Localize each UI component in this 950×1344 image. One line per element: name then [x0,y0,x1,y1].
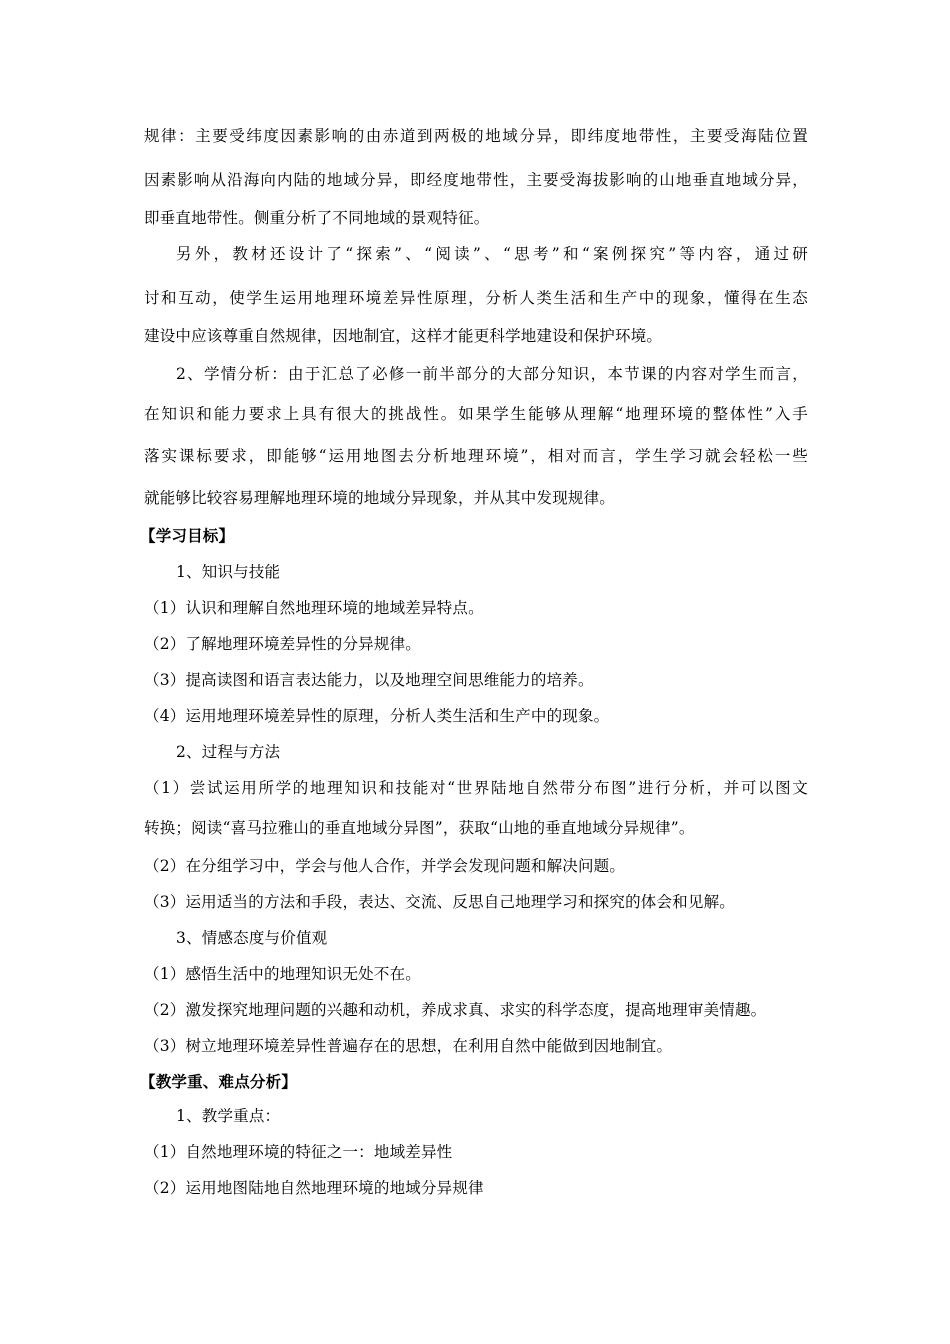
key-points-heading: 【教学重、难点分析】 [140,1072,298,1091]
paragraph-3-line-4: 就能够比较容易理解地理环境的地域分异现象，并从其中发现规律。 [144,489,616,507]
paragraph-2-line-3: 建设中应该尊重自然规律，因地制宜，这样才能更科学地建设和保护环境。 [144,327,663,345]
process-item-3: （3）运用适当的方法和手段，表达、交流、反思自己地理学习和探究的体会和见解。 [144,893,735,911]
attitude-item-2: （2）激发探究地理问题的兴趣和动机，养成求真、求实的科学态度，提高地理审美情趣。 [144,1001,767,1019]
paragraph-2-line-2: 讨和互动，使学生运用地理环境差异性原理，分析人类生活和生产中的现象，懂得在生态 [144,289,808,307]
process-title: 2、过程与方法 [176,743,281,761]
paragraph-3-line-2: 在知识和能力要求上具有很大的挑战性。如果学生能够从理解“地理环境的整体性”入手 [144,405,808,423]
paragraph-2-line-1: 另外，教材还设计了“探索”、“阅读”、“思考”和“案例探究”等内容，通过研 [176,245,808,263]
key-points-title: 1、教学重点： [176,1107,281,1125]
key-point-item-2: （2）运用地图陆地自然地理环境的地域分异规律 [144,1179,484,1197]
attitude-title: 3、情感态度与价值观 [176,929,328,947]
knowledge-title: 1、知识与技能 [176,563,281,581]
paragraph-3-line-3: 落实课标要求，即能够“运用地图去分析地理环境”，相对而言，学生学习就会轻松一些 [144,447,808,465]
knowledge-item-1: （1）认识和理解自然地理环境的地域差异特点。 [144,599,484,617]
paragraph-3-line-1: 2、学情分析：由于汇总了必修一前半部分的大部分知识，本节课的内容对学生而言， [176,365,808,383]
key-point-item-1: （1）自然地理环境的特征之一：地域差异性 [144,1143,453,1161]
knowledge-item-4: （4）运用地理环境差异性的原理，分析人类生活和生产中的现象。 [144,707,610,725]
objectives-heading: 【学习目标】 [140,526,235,545]
attitude-item-3: （3）树立地理环境差异性普遍存在的思想，在利用自然中能做到因地制宜。 [144,1037,673,1055]
paragraph-1-line-3: 即垂直地带性。侧重分析了不同地域的景观特征。 [144,209,490,227]
process-item-1-line-2: 转换；阅读“喜马拉雅山的垂直地域分异图”，获取“山地的垂直地域分异规律”。 [144,819,695,837]
attitude-item-1: （1）感悟生活中的地理知识无处不在。 [144,965,421,983]
paragraph-1-line-2: 因素影响从沿海向内陆的地域分异，即经度地带性，主要受海拔影响的山地垂直地域分异， [144,171,808,189]
process-item-1-line-1: （1）尝试运用所学的地理知识和技能对“世界陆地自然带分布图”进行分析，并可以图文 [144,779,808,797]
knowledge-item-2: （2）了解地理环境差异性的分异规律。 [144,635,421,653]
knowledge-item-3: （3）提高读图和语言表达能力，以及地理空间思维能力的培养。 [144,671,594,689]
paragraph-1-line-1: 规律：主要受纬度因素影响的由赤道到两极的地域分异，即纬度地带性，主要受海陆位置 [144,127,808,145]
process-item-2: （2）在分组学习中，学会与他人合作，并学会发现问题和解决问题。 [144,857,626,875]
